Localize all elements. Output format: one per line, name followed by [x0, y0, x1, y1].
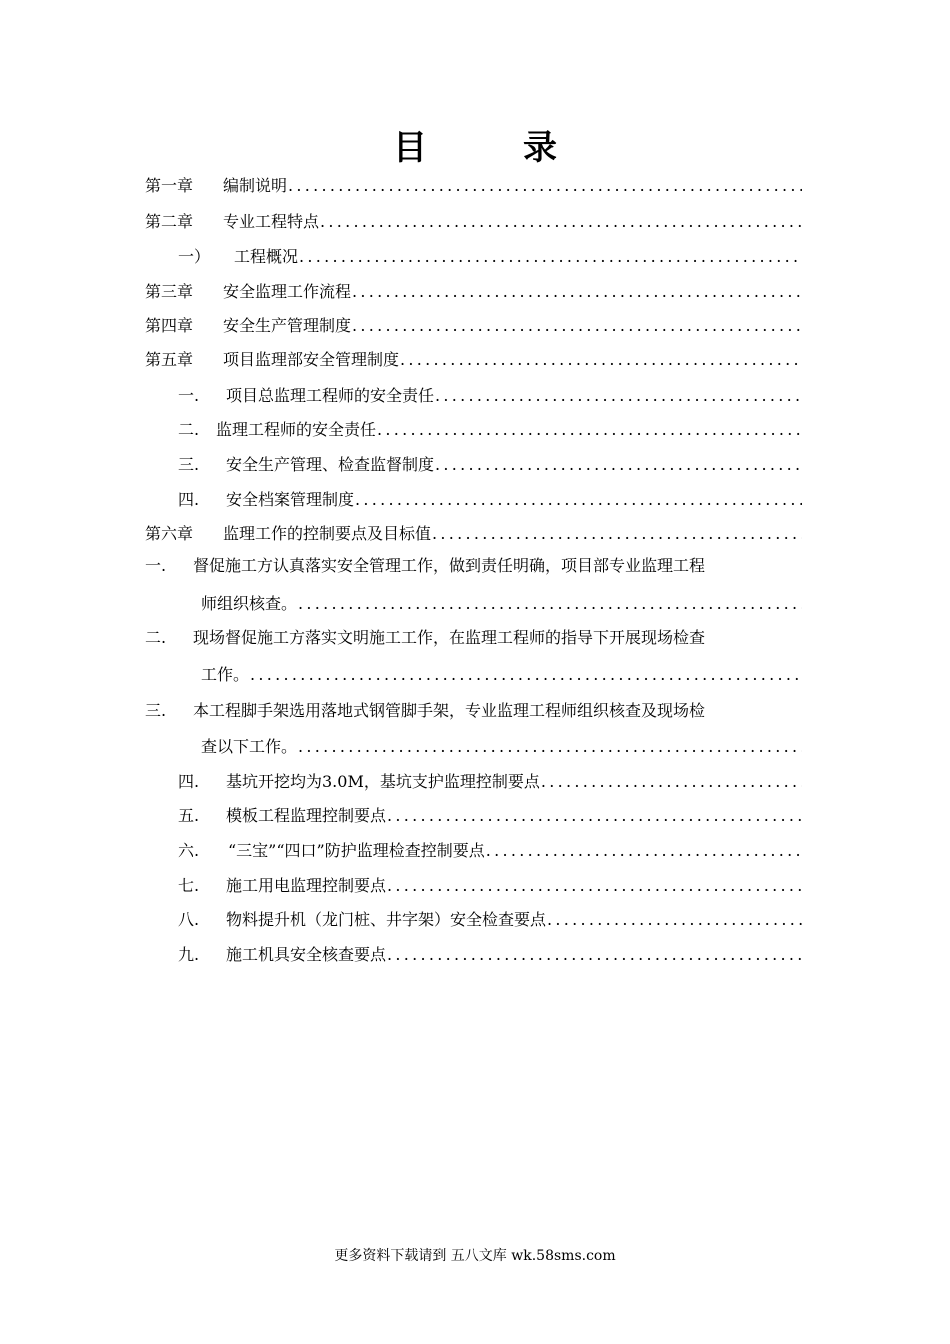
toc-number: 一. [145, 556, 167, 575]
toc-number: 二. [145, 628, 167, 647]
toc-text: 施工机具安全核查要点 [226, 945, 387, 964]
toc-text: 查以下工作。 [201, 737, 298, 756]
toc-text: 编制说明 [223, 176, 288, 195]
toc-entry-line1[interactable] [145, 551, 804, 581]
toc-number: 第六章 [145, 524, 194, 543]
toc-leader [400, 345, 802, 375]
toc-leader [352, 277, 802, 307]
toc-leader [435, 450, 802, 480]
toc-number: 六. [178, 841, 200, 860]
toc-text: 现场督促施工方落实文明施工工作，在监理工程师的指导下开展现场检查 [193, 628, 706, 647]
toc-leader [547, 905, 802, 935]
toc-leader [298, 732, 802, 762]
toc-number: 四. [178, 490, 200, 509]
toc-number: 二. [178, 420, 200, 439]
toc-entry[interactable] [178, 940, 802, 970]
toc-number: 一） [178, 247, 211, 266]
toc-entry[interactable] [145, 207, 802, 237]
toc-text: 安全生产管理制度 [223, 316, 352, 335]
toc-entry[interactable] [145, 345, 802, 375]
toc-leader [387, 801, 802, 831]
page-title [0, 120, 950, 169]
toc-text: 工程概况 [234, 247, 299, 266]
footer-link-text[interactable]: 更多资料下载请到 五八文库 wk.58sms.com [334, 1248, 616, 1264]
toc-entry[interactable] [145, 171, 802, 201]
toc-entry-line1[interactable] [145, 623, 804, 653]
toc-number: 第四章 [145, 316, 194, 335]
toc-text: 本工程脚手架选用落地式钢管脚手架，专业监理工程师组织核查及现场检 [193, 701, 706, 720]
toc-text: 基坑开挖均为3.0M，基坑支护监理控制要点 [226, 772, 540, 791]
toc-entry[interactable] [178, 836, 802, 866]
toc-number: 第五章 [145, 350, 194, 369]
toc-text: 专业工程特点 [223, 212, 320, 231]
toc-text: 监理工作的控制要点及目标值 [223, 524, 432, 543]
toc-text: 安全监理工作流程 [223, 282, 352, 301]
toc-number: 第二章 [145, 212, 194, 231]
toc-text: 督促施工方认真落实安全管理工作，做到责任明确，项目部专业监理工程 [193, 556, 706, 575]
toc-text: 监理工程师的安全责任 [216, 420, 377, 439]
toc-text: “三宝”“四口”防护监理检查控制要点 [228, 841, 485, 860]
toc-leader [486, 836, 802, 866]
toc-number: 第三章 [145, 282, 194, 301]
toc-text: 项目总监理工程师的安全责任 [226, 386, 435, 405]
toc-entry[interactable] [178, 801, 802, 831]
title-char-left: 目 [393, 128, 427, 168]
toc-entry-line2[interactable] [201, 589, 802, 619]
toc-entry[interactable] [178, 415, 802, 445]
toc-entry[interactable] [178, 905, 802, 935]
toc-number: 五. [178, 806, 200, 825]
toc-text: 模板工程监理控制要点 [226, 806, 387, 825]
toc-entry[interactable] [145, 311, 802, 341]
toc-leader [355, 485, 802, 515]
toc-text: 工作。 [201, 665, 250, 684]
toc-entry-line1[interactable] [145, 696, 804, 726]
toc-entry-line2[interactable] [201, 732, 802, 762]
toc-leader [432, 519, 802, 549]
toc-leader [387, 940, 802, 970]
toc-leader [320, 207, 802, 237]
toc-text: 师组织核查。 [201, 594, 298, 613]
toc-number: 八. [178, 910, 200, 929]
toc-text: 安全生产管理、检查监督制度 [226, 455, 435, 474]
toc-leader [299, 242, 802, 272]
toc-number: 九. [178, 945, 200, 964]
toc-leader [298, 589, 802, 619]
toc-leader [352, 311, 802, 341]
toc-entry[interactable] [178, 242, 802, 272]
toc-leader [250, 660, 802, 690]
toc-number: 七. [178, 876, 200, 895]
toc-number: 一. [178, 386, 200, 405]
toc-entry[interactable] [178, 767, 802, 797]
toc-leader [435, 381, 802, 411]
toc-text: 项目监理部安全管理制度 [223, 350, 400, 369]
toc-entry[interactable] [178, 485, 802, 515]
title-char-right: 录 [523, 128, 557, 168]
toc-entry[interactable] [145, 277, 802, 307]
toc-entry[interactable] [145, 519, 802, 549]
toc-leader [541, 767, 802, 797]
toc-leader [387, 871, 802, 901]
toc-leader [288, 171, 802, 201]
toc-leader [377, 415, 802, 445]
toc-number: 三. [145, 701, 167, 720]
toc-text: 物料提升机（龙门桩、井字架）安全检查要点 [226, 910, 547, 929]
toc-text: 施工用电监理控制要点 [226, 876, 387, 895]
toc-number: 四. [178, 772, 200, 791]
toc-number: 三. [178, 455, 200, 474]
toc-entry[interactable] [178, 381, 802, 411]
toc-number: 第一章 [145, 176, 194, 195]
toc-entry[interactable] [178, 450, 802, 480]
toc-entry-line2[interactable] [201, 660, 802, 690]
toc-entry[interactable] [178, 871, 802, 901]
toc-text: 安全档案管理制度 [226, 490, 355, 509]
